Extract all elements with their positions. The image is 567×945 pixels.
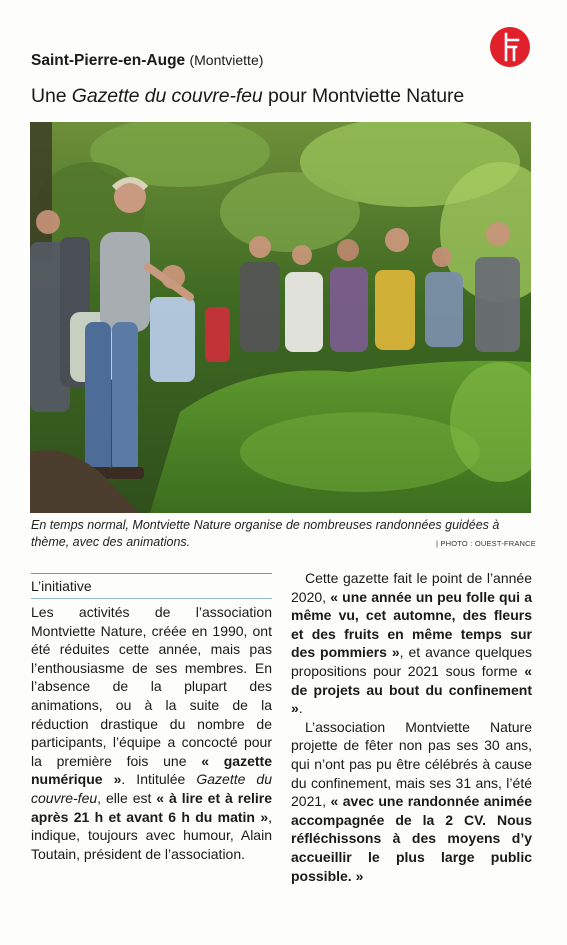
text-run: , et avance quelques propositions pour 2021 sous forme [291,644,532,679]
paragraph [291,569,532,718]
headline-italic: Gazette du couvre-feu [71,85,263,107]
paragraph [31,603,272,863]
article-headline [31,85,464,108]
text-run: . [298,700,303,717]
quote-bold: « avec une randonnée animée accompagnée de la 2 CV. Nous réfléchissons à des moyens d’y accueillir le plus large public possible. » [291,793,532,884]
photo-caption: En temps normal, Montviette Nature organise de nombreuses randonnées guidées à thème, avec des animations. [31,518,500,549]
quote-bold: « une année un peu folle qui a même vu, cet automne, des fleurs et des fruits en même temps sur des pommiers » [291,588,532,661]
location-name: Saint-Pierre-en-Auge [31,52,186,69]
section-rule-bottom [31,598,272,599]
hiking-group-photo [30,122,531,513]
location-sub: (Montviette) [189,52,264,68]
ouest-france-logo-icon [489,26,531,68]
section-rule-top [31,573,272,574]
photo-credit: | PHOTO : OUEST-FRANCE [436,539,536,548]
text-run: Les activités de l’association Montviette Nature, créée en 1990, ont été réduites cette année, mais pas l’enthousiasme de ses membres. En l’absence de la plupart des animations, ou à la suite de la réduction drastique du nombre de participants, l’équipe a concocté pour la première fois une [31,604,272,769]
text-run: Cette gazette fait le point de l’année 2020, [291,570,532,605]
text-run: , indique, toujours avec humour, Alain Toutain, président de l’association. [31,808,272,862]
location-kicker [31,52,263,70]
headline-pre: Une [31,85,72,107]
title-italic: Gazette du couvre-feu [31,771,273,806]
quote-bold: « gazette numérique » [31,752,272,788]
article-column-2 [291,569,532,885]
section-heading: L’initiative [31,578,92,594]
article-column-1 [31,603,272,863]
text-run: . Intitulée [121,771,197,788]
text-run: , elle est [97,789,157,806]
quote-bold: « de projets au bout du confinement » [291,662,532,717]
quote-bold: « à lire et à relire après 21 h et avant 6 h du matin » [31,789,272,825]
text-run: L’association Montviette Nature projette de fêter non pas ses 30 ans, qui n’ont pas pu être célébrés à cause du confinement, mais ses 31 ans, l’été 2021, [291,718,532,810]
paragraph [291,718,532,885]
headline-post: pour Montviette Nature [262,85,465,107]
